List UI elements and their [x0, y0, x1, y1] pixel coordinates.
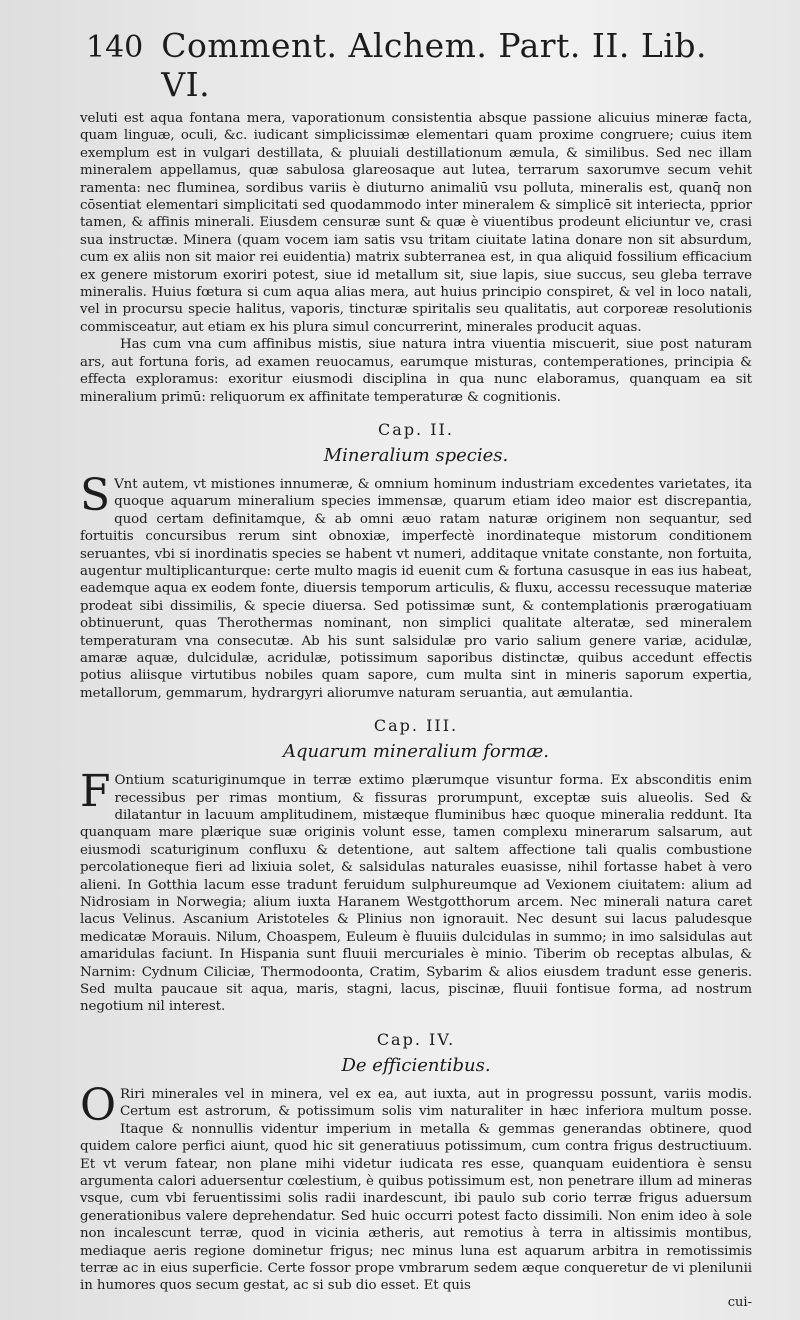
catchword: cui- [727, 1294, 752, 1310]
second-paragraph: Has cum vna cum affinibus mistis, siue natura intra viuentia miscuerit, siue post naturam ars, aut fortuna foris, ad examen reuocamus, earumque misturas, contemperationes, principia & effecta exploramus: exoritur eiusmodi disciplina in qua nunc elaboramus, quanquam ea sit mineralium primū: reliquorum ex affinitate temperaturæ & cognitionis. [80, 337, 752, 405]
chapter-heading-2: Cap. II. [378, 419, 454, 439]
chapter-heading-4: Cap. IV. [376, 1029, 456, 1049]
chapter-subtitle-2: Mineralium species. [323, 444, 509, 466]
running-title: Comment. Alchem. Part. II. Lib. VI. [161, 26, 707, 104]
chapter-subtitle-4: De efficientibus. [341, 1054, 491, 1076]
chapter-body-2: SVnt autem, vt mistiones innumeræ, & omnium hominum industriam excedentes varietates, ita quoque aquarum mineralium species immensæ, quarum etiam ideo maior est discrepantia, quod certam definitamque, & ab omni æuo ratam naturæ originem non sequantur, sed fortuitis concursibus rerum sint obnoxiæ, imperfectè inordinateque mistorum conditionem seruantes, vbi si inordinatis species se habent vt numeri, additaque vnitate constante, non fortuita, augentur multiplicanturque: certe multo magis id euenit cum & fortuna casusque in eas ius habeat, eademque aqua ex eodem fonte, diuersis temporum articulis, & fluxu, accessu recessuque materiæ prodeat sibi dissimilis, & specie diuersa. Sed potissimæ sunt, & contemplationis prærogatiuam obtinuerunt, quas Therothermas nominant, non simplici qualitate alteratæ, sed mineralem temperaturam vna consecutæ. Ab his sunt salsidulæ pro vario salium genere variæ, acidulæ, amaræ aquæ, dulcidulæ, acridulæ, potissimum saporibus distinctæ, quibus accedunt effectis potius aliisque virtutibus nobiles quam sapore, cum multa sint in mineris saporum expertia, metallorum, gemmarum, hydrargyri aliorumve naturam seruantia, aut æmulantia. [80, 469, 752, 701]
chapter-subtitle-3: Aquarum mineralium formæ. [283, 741, 549, 763]
intro-paragraph: veluti est aqua fontana mera, vaporationum consistentia absque passione alicuius mineræ facta, quam linguæ, oculi, &c. iudicant simplicissimæ elementari quam proxime congruere; cuius item exemplum est in vulgari destillata, & pluuiali destillationum æmula, & similibus. Sed nec illam mineralem appellamus, quæ sabulosa glareosaque aut lutea, terrarum saxorumve secum vehit ramenta: nec fluminea, sordibus variis è diuturno animaliū vsu polluta, mineralis est, quanq̄ non cōsentiat elementari simplicitati sed quodammodo inter mineralem & simplicē sit interiecta, pprior tamen, & affinis minerali. Eiusdem censuræ sunt & quæ è viuentibus prodeunt eliciuntur ve, crasi sua instructæ. Minera (quam vocem iam satis vsu tritam ciuitate latina donare non sit absurdum, cum ex aliis non sit maior rei euidentia) matrix subterranea est, in qua aliquid fossilium efficacium ex genere mistorum exoriri potest, siue id metallum sit, siue lapis, siue succus, seu gleba terrave mineralis. Huius fœtura si cum aqua alias mera, aut huius principio conspiret, & vel in loco natali, vel in procursu specie halitus, vaporis, tincturæ spiritalis seu qualitatis, aut corporeæ resolutionis commisceatur, aut etiam ex his plura simul concurrerint, minerales producit aquas. [80, 111, 752, 335]
chapter-body-4: ORiri minerales vel in minera, vel ex ea, aut iuxta, aut in progressu possunt, variis modis. Certum est astrorum, & potissimum solis vim naturaliter in hæc inferiora multum posse. Itaque & nonnullis videntur imperium in metalla & gemmas generandas obtinere, quod quidem calore perfici aiunt, quod hic sit generatiuus potissimum, cum contra frigus destructiuum. Et vt verum fatear, non plane mihi videtur iudicata res esse, quanquam euidentiora è sensu argumenta calori aduersentur cœlestium, è quibus potissimum est, non penetrare illum ad mineras vsque, cum vbi feruentissimi solis radii inardescunt, ibi paulo sub corio terræ frigus aduersum generationibus valere deprehendatur. Sed huic occurri potest facto dissimili. Non enim ideo à sole non incalescunt terræ, quod in vicinia ætheris, aut remotius à terra in altissimis montibus, mediaque aeris regione dominetur frigus; nec minus luna est aquarum arbitra in remotissimis terræ ac in eius superficie. Certe fossor prope vmbrarum sedem æque conqueretur de vi plenilunii in humores quos secum gestat, ac si sub dio esset. Et quis [80, 1079, 752, 1294]
page-number: 140 [86, 30, 144, 65]
running-head [86, 26, 752, 104]
chapter-heading-3: Cap. III. [373, 716, 459, 736]
chapter-body-3: FOntium scaturiginumque in terræ extimo plærumque visuntur forma. Ex absconditis enim recessibus per rimas montium, & fissuras prorumpunt, exceptæ suis alueolis. Sed & dilatantur in lacuum amplitudinem, mistæque fluminibus hæc quoque mineralia reddunt. Ita quanquam mare plærique suæ originis volunt esse, tamen complexu minerarum salsarum, aut eiusmodi scaturiginum confluxu & detentione, aut saltem affectione tali qualis combustione percolationeque fieri ad lixiuia solet, & salsidulas naturales euasisse, nihil fortasse habet à vero alieni. In Gotthia lacum esse tradunt feruidum sulphureumque ad Vexionem ciuitatem: alium ad Nidrosiam in Norwegia; alium iuxta Haranem Westgotthorum arcem. Nec minerali natura caret lacus Velinus. Ascanium Aristoteles & Plinius non ignorauit. Nec desunt sui lacus paludesque medicatæ Morauis. Nilum, Choaspem, Euleum è fluuiis dulcidulas in summo; in imo salsidulas aut amaridulas faciunt. In Hispania sunt fluuii mercuriales è minio. Tiberim ob receptas albulas, & Narnim: Cydnum Ciliciæ, Thermodoonta, Cratim, Sybarim & alios eiusdem tradunt esse generis. Sed multa paucaue sit aqua, maris, stagni, lacus, piscinæ, fluuii fontisue forma, ad nostrum negotium nil interest. [80, 766, 752, 1015]
